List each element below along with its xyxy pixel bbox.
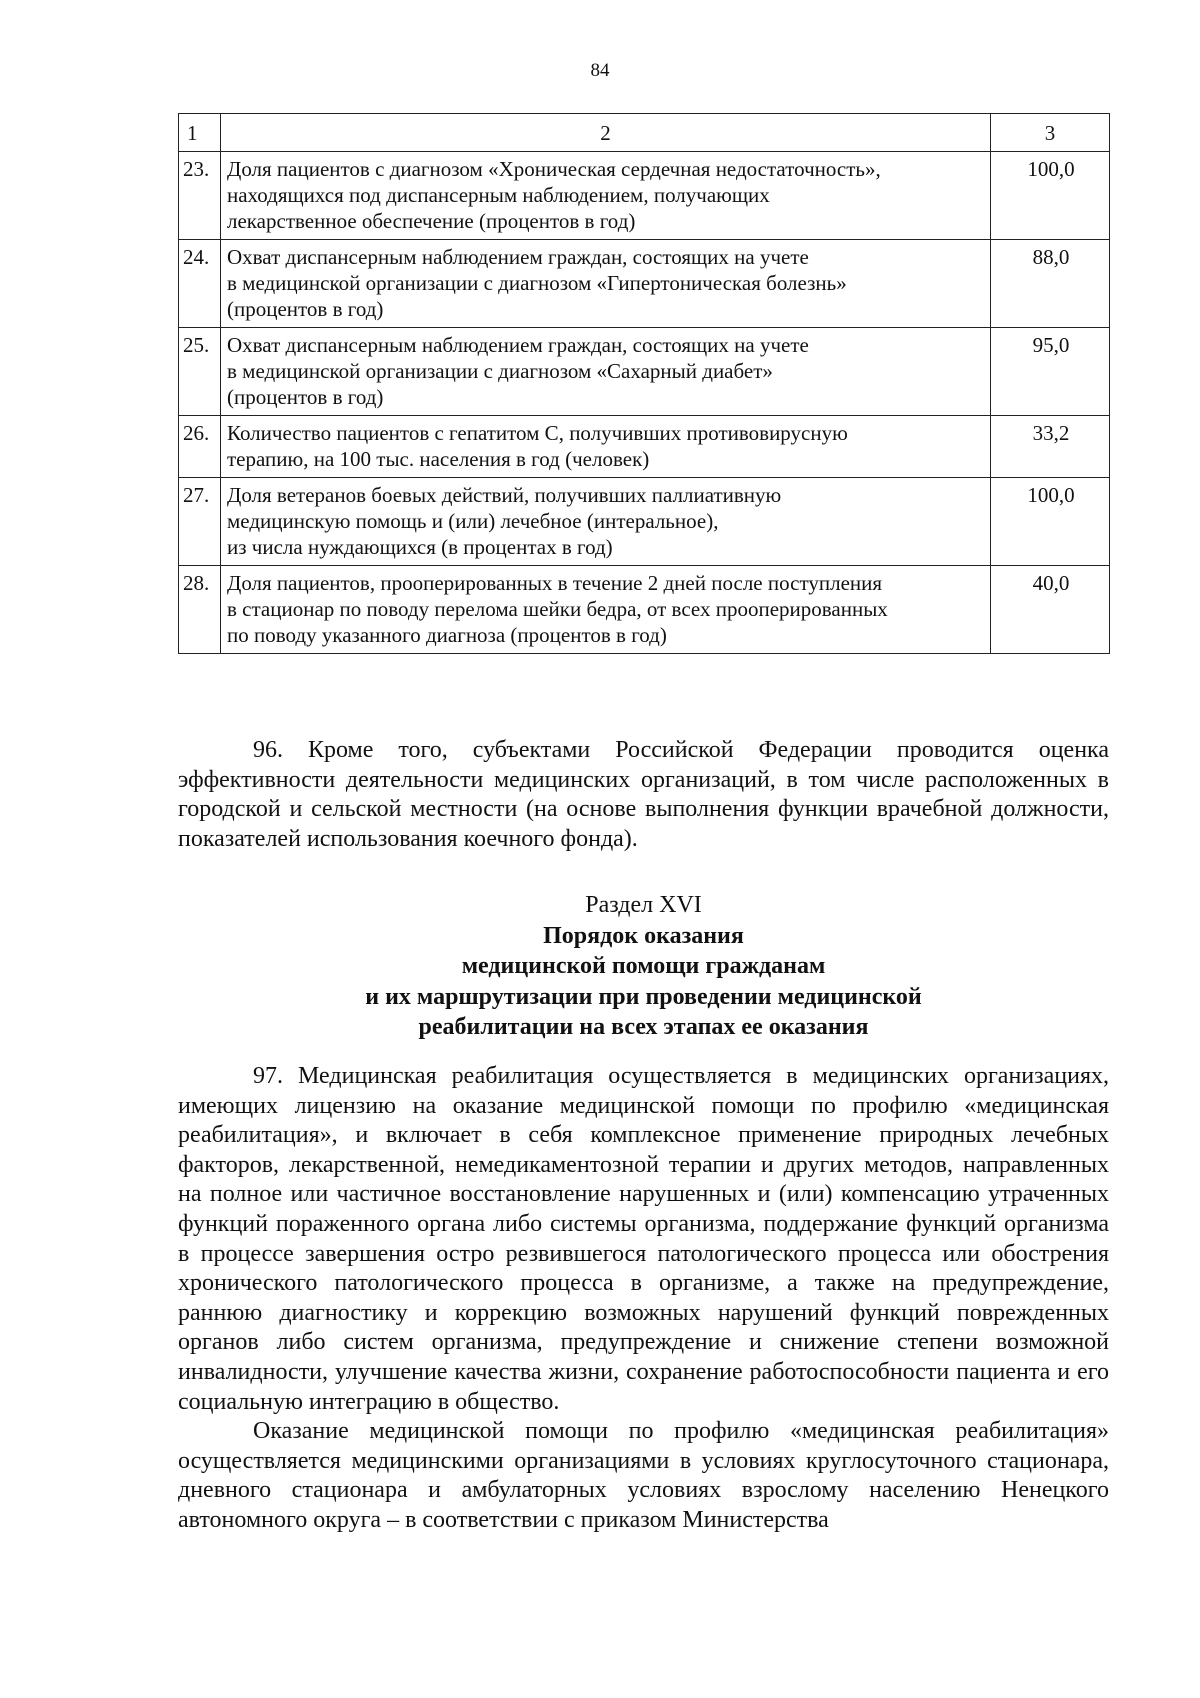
description-line: терапию, на 100 тыс. населения в год (человек) [227, 447, 650, 471]
description-line: по поводу указанного диагноза (процентов в год) [227, 623, 667, 647]
description-line: Охват диспансерным наблюдением граждан, состоящих на учете [227, 333, 809, 357]
row-number: 24. [179, 240, 221, 328]
row-number: 28. [179, 566, 221, 654]
description-line: Количество пациентов с гепатитом С, получивших противовирусную [227, 421, 848, 445]
description-line: Охват диспансерным наблюдением граждан, состоящих на учете [227, 245, 809, 269]
row-number: 23. [179, 152, 221, 240]
description-line: (процентов в год) [227, 385, 384, 409]
indicator-value: 95,0 [991, 328, 1110, 416]
table-header-row [179, 114, 1110, 152]
indicator-value: 100,0 [991, 152, 1110, 240]
indicator-description [221, 240, 991, 328]
section-number: Раздел XVI [585, 892, 702, 918]
description-line: Доля пациентов, прооперированных в течение 2 дней после поступления [227, 571, 883, 595]
indicator-description [221, 328, 991, 416]
description-line: Доля ветеранов боевых действий, получивших паллиативную [227, 483, 782, 507]
section-title-line: Порядок оказания [543, 922, 744, 949]
paragraph-96: 96. Кроме того, субъектами Российской Федерации проводится оценка эффективности деятельности медицинских организаций, в том числе расположенных в городской и сельской местности (на основе выполнения функции врачебной должности, показателей использования коечного фонда). [178, 737, 1109, 852]
indicator-description [221, 478, 991, 566]
indicators-table [178, 113, 1110, 654]
indicator-value: 88,0 [991, 240, 1110, 328]
indicator-description [221, 566, 991, 654]
table-header-cell: 3 [991, 114, 1110, 152]
table-row [179, 566, 1110, 654]
table-row [179, 240, 1110, 328]
description-line: в стационар по поводу перелома шейки бедра, от всех прооперированных [227, 597, 888, 621]
description-line: из числа нуждающихся (в процентах в год) [227, 535, 613, 559]
section-title-line: реабилитации на всех этапах ее оказания [418, 1014, 869, 1040]
paragraph-97: 97. Медицинская реабилитация осуществляется в медицинских организациях, имеющих лицензию на оказание медицинской помощи по профилю «медицинская реабилитация», и включает в себя комплексное применение природных лечебных факторов, лекарственной, немедикаментозной терапии и других методов, направленных на полное или частичное восстановление нарушенных и (или) компенсацию утраченных функций пораженного органа либо системы организма, поддержание функций организма в процессе завершения остро резвившегося патологического процесса или обострения хронического патологического процесса в организме, а также на предупреждение, раннюю диагностику и коррекцию возможных нарушений функций поврежденных органов либо систем организма, предупреждение и снижение степени возможной инвалидности, улучшение качества жизни, сохранение работоспособности пациента и его социальную интеграцию в общество. [178, 1063, 1109, 1415]
indicator-description [221, 152, 991, 240]
paragraph-96-block [178, 736, 1109, 854]
indicator-value: 40,0 [991, 566, 1110, 654]
description-line: (процентов в год) [227, 297, 384, 321]
table-row [179, 478, 1110, 566]
description-line: лекарственное обеспечение (процентов в год) [227, 209, 636, 233]
paragraph-97-block [178, 1062, 1109, 1536]
paragraph-rehab: Оказание медицинской помощи по профилю «медицинская реабилитация» осуществляется медицинскими организациями в условиях круглосуточного стационара, дневного стационара и амбулаторных условиях взрослому населению Ненецкого автономного округа – в соответствии с приказом Министерства [178, 1418, 1109, 1533]
description-line: медицинскую помощь и (или) лечебное (интеральное), [227, 509, 719, 533]
description-line: находящихся под диспансерным наблюдением, получающих [227, 183, 770, 207]
table-header-cell: 1 [179, 114, 221, 152]
section-heading [178, 890, 1109, 1043]
indicator-description [221, 416, 991, 478]
description-line: в медицинской организации с диагнозом «Сахарный диабет» [227, 359, 773, 383]
row-number: 27. [179, 478, 221, 566]
table-header-cell: 2 [221, 114, 991, 152]
table-row [179, 328, 1110, 416]
indicator-value: 33,2 [991, 416, 1110, 478]
description-line: Доля пациентов с диагнозом «Хроническая сердечная недостаточность», [227, 157, 881, 181]
page-number: 84 [590, 60, 610, 81]
table-row [179, 152, 1110, 240]
row-number: 26. [179, 416, 221, 478]
indicator-value: 100,0 [991, 478, 1110, 566]
section-title-line: и их маршрутизации при проведении медицинской [365, 983, 922, 1010]
description-line: в медицинской организации с диагнозом «Гипертоническая болезнь» [227, 271, 847, 295]
table-row [179, 416, 1110, 478]
section-title-line: медицинской помощи гражданам [461, 953, 826, 979]
row-number: 25. [179, 328, 221, 416]
